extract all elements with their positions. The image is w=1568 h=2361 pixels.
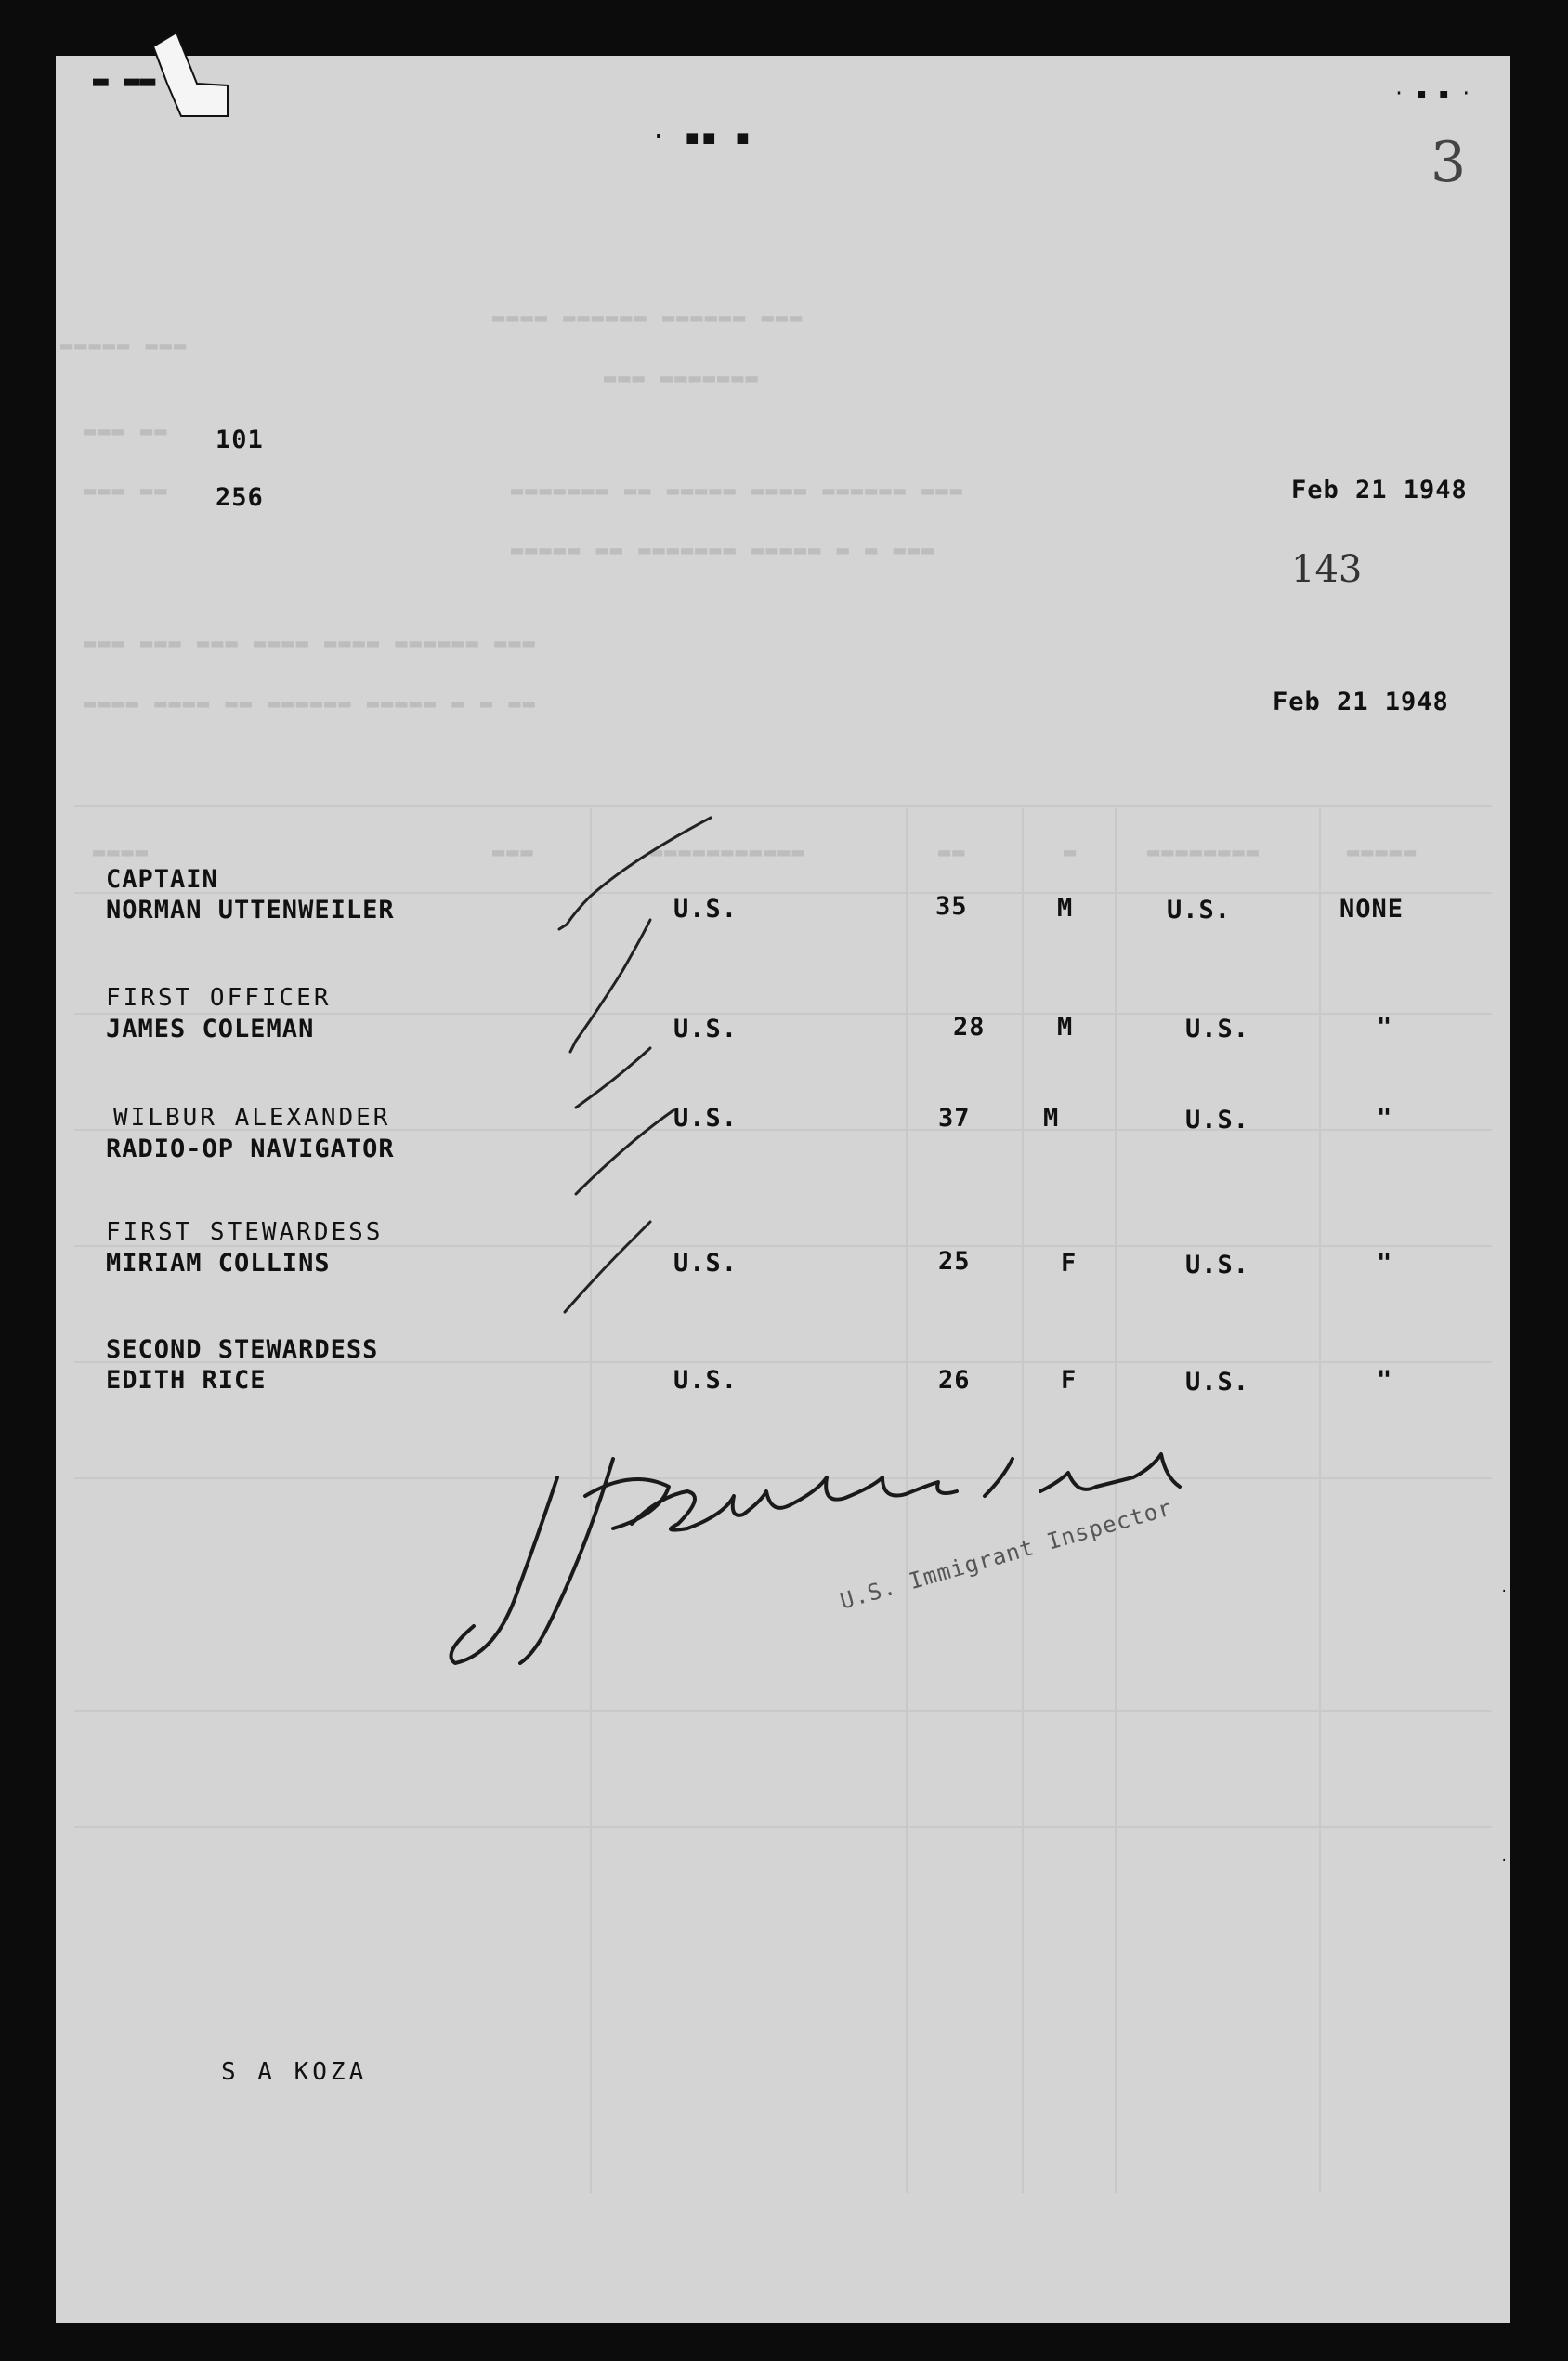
check-marks (548, 808, 771, 1403)
check-mark-icon (559, 818, 711, 929)
manifest-page (56, 56, 1510, 2323)
top-smudge: · ▪▪ ▪ (650, 121, 751, 153)
crew-citizenship: U.S. (673, 1015, 738, 1043)
crew-name: EDITH RICE (106, 1366, 267, 1395)
crew-remarks: " (1377, 1104, 1393, 1133)
crew-name-block (106, 1103, 395, 1164)
crew-sex: F (1061, 1366, 1078, 1395)
crew-age: 35 (935, 892, 968, 921)
faint-form-heading: ▬▬▬ ▬▬▬▬▬▬▬ (604, 367, 760, 390)
crew-citizenship: U.S. (673, 1104, 738, 1133)
crew-remarks: NONE (1339, 895, 1405, 924)
faint-form-label: ▬▬▬ ▬▬ (84, 479, 169, 503)
crew-name: NORMAN UTTENWEILER (106, 896, 395, 925)
form-rule (74, 1826, 1492, 1828)
crew-name: RADIO-OP NAVIGATOR (106, 1135, 395, 1163)
crew-citizenship: U.S. (673, 1366, 738, 1395)
crew-title: FIRST OFFICER (106, 984, 332, 1012)
crew-title: SECOND STEWARDESS (106, 1335, 379, 1364)
inspector-signature (446, 1440, 1338, 1700)
inspector-stamp: U.S. Immigrant Inspector (837, 1494, 1176, 1615)
faint-form-label: ▬▬▬▬▬ ▬▬▬ (60, 334, 189, 358)
date-second: Feb 21 1948 (1273, 688, 1449, 716)
crew-name: MIRIAM COLLINS (106, 1249, 331, 1278)
crew-title: WILBUR ALEXANDER (113, 1104, 391, 1132)
crew-age: 26 (938, 1366, 971, 1395)
crew-sex: M (1057, 1013, 1074, 1042)
handwritten-number: 143 (1291, 548, 1363, 591)
faint-column-header: ▬▬▬ (492, 841, 535, 864)
corner-smudge: · ▪ ▪ · (1393, 82, 1472, 104)
crew-age: 28 (953, 1013, 986, 1042)
edge-speck: · (1500, 1584, 1509, 1599)
crew-citizenship: U.S. (673, 895, 738, 924)
crew-sex: M (1043, 1104, 1060, 1133)
crew-residence: U.S. (1167, 896, 1232, 925)
faint-column-header: ▬ (1064, 841, 1078, 864)
edge-speck: · (1500, 1854, 1509, 1869)
crew-remarks: " (1377, 1366, 1393, 1395)
date-top: Feb 21 1948 (1291, 476, 1468, 505)
faint-column-header: ▬▬▬▬▬▬▬▬ (1147, 841, 1261, 864)
faint-column-header: ▬▬▬▬▬▬▬▬▬▬▬ (650, 841, 806, 864)
page-number-mark: 3 (1431, 130, 1467, 195)
check-mark-icon (565, 1222, 650, 1312)
crew-citizenship: U.S. (673, 1249, 738, 1278)
crew-name-block (106, 1334, 378, 1396)
crew-title: FIRST STEWARDESS (106, 1218, 384, 1246)
crew-residence: U.S. (1185, 1368, 1250, 1397)
crew-remarks: " (1377, 1013, 1393, 1042)
form-rule (74, 805, 1492, 807)
crew-sex: F (1061, 1249, 1078, 1278)
trip-number: 101 (216, 426, 264, 454)
plane-number: 256 (216, 483, 264, 512)
crew-residence: U.S. (1185, 1015, 1250, 1043)
faint-form-label: ▬▬▬▬ ▬▬▬▬ ▬▬ ▬▬▬▬▬▬ ▬▬▬▬▬ ▬ ▬ ▬▬ (84, 692, 537, 715)
footer-typed-name: S A KOZA (221, 2058, 368, 2086)
faint-column-header: ▬▬▬▬ (93, 841, 150, 864)
crew-residence: U.S. (1185, 1251, 1250, 1279)
crew-residence: U.S. (1185, 1106, 1250, 1135)
corner-smudge: ▬ ▬▬ (93, 65, 156, 96)
crew-age: 37 (938, 1104, 971, 1133)
check-mark-icon (570, 920, 650, 1052)
faint-form-label: ▬▬▬▬▬ ▬▬ ▬▬▬▬▬▬▬ ▬▬▬▬▬ ▬ ▬ ▬▬▬ (511, 539, 936, 562)
faint-form-heading: ▬▬▬▬ ▬▬▬▬▬▬ ▬▬▬▬▬▬ ▬▬▬ (492, 307, 804, 330)
form-rule (74, 1710, 1492, 1712)
faint-form-label: ▬▬▬ ▬▬▬ ▬▬▬ ▬▬▬▬ ▬▬▬▬ ▬▬▬▬▬▬ ▬▬▬ (84, 632, 537, 655)
faint-form-label: ▬▬▬ ▬▬ (84, 420, 169, 443)
crew-name-block (106, 983, 332, 1044)
crew-title: CAPTAIN (106, 865, 218, 894)
scanner-pointer-icon (139, 28, 242, 121)
faint-column-header: ▬▬▬▬▬ (1347, 841, 1418, 864)
crew-name-block (106, 864, 395, 925)
crew-age: 25 (938, 1247, 971, 1276)
crew-name-block (106, 1217, 383, 1279)
crew-sex: M (1057, 894, 1074, 923)
faint-column-header: ▬▬ (938, 841, 967, 864)
crew-remarks: " (1377, 1249, 1393, 1278)
check-mark-icon (576, 1110, 673, 1194)
check-mark-icon (576, 1048, 650, 1108)
crew-name: JAMES COLEMAN (106, 1015, 315, 1043)
faint-form-label: ▬▬▬▬▬▬▬ ▬▬ ▬▬▬▬▬ ▬▬▬▬ ▬▬▬▬▬▬ ▬▬▬ (511, 479, 964, 503)
